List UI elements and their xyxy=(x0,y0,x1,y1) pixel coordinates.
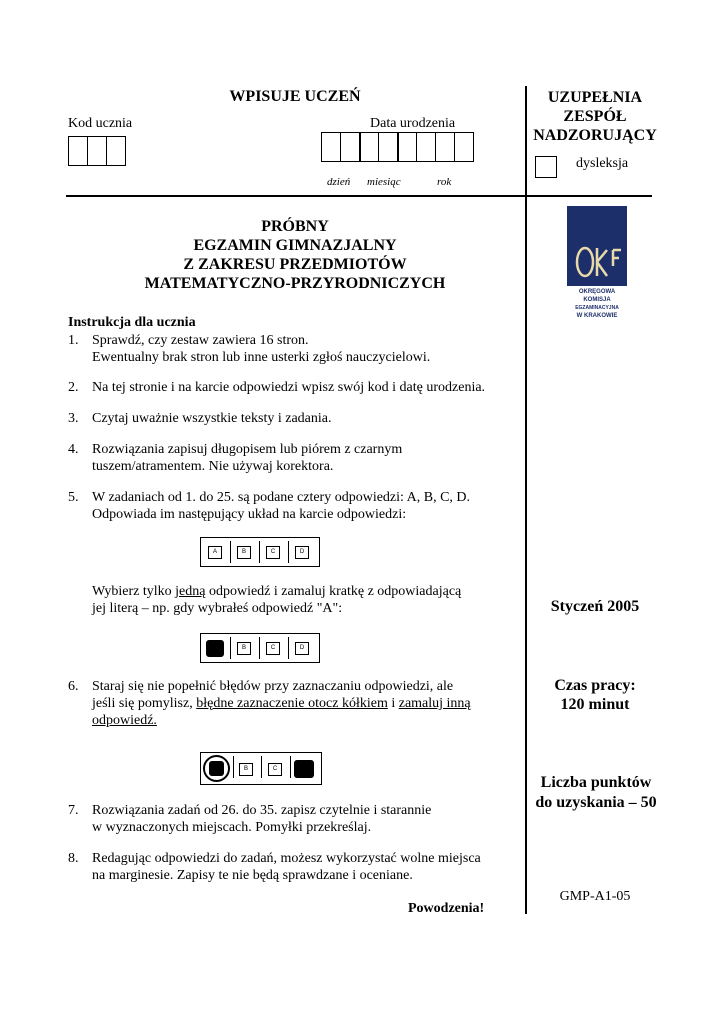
supervisor-title-line3: NADZORUJĄCY xyxy=(533,127,657,144)
exam-title-line4: MATEMATYCZNO-PRZYRODNICZYCH xyxy=(144,275,446,292)
logo-line-4: W KRAKOWIE xyxy=(576,313,618,319)
points-label: Liczba punktów xyxy=(540,774,652,791)
oke-logo xyxy=(567,206,627,320)
exam-code: GMP-A1-05 xyxy=(559,889,631,904)
day-label: dzień xyxy=(327,176,351,188)
logo-line-2: KOMISJA xyxy=(583,297,611,303)
answer-box-b: B xyxy=(237,642,251,655)
supervisor-title-line1: UZUPEŁNIA xyxy=(547,89,643,106)
answer-box-d: D xyxy=(295,642,309,655)
month-label: miesiąc xyxy=(367,176,401,188)
choose-one-text-line2: jej literą – np. gdy wybrałeś odpowiedź "A": xyxy=(92,601,343,616)
month-cell[interactable] xyxy=(359,132,379,162)
month-cell[interactable] xyxy=(378,132,398,162)
code-cell[interactable] xyxy=(87,136,107,166)
dyslexia-label: dysleksja xyxy=(576,156,629,171)
answer-example-blank xyxy=(200,537,320,567)
year-cell[interactable] xyxy=(397,132,417,162)
work-time-label: Czas pracy: xyxy=(554,677,636,694)
points-value: do uzyskania – 50 xyxy=(535,794,657,811)
answer-box-c: C xyxy=(266,546,280,559)
answer-box-d-filled xyxy=(294,760,314,778)
good-luck-text: Powodzenia! xyxy=(408,901,485,916)
code-cell[interactable] xyxy=(68,136,88,166)
birth-date-cells[interactable] xyxy=(321,132,474,162)
year-cell[interactable] xyxy=(416,132,436,162)
exam-title-line3: Z ZAKRESU PRZEDMIOTÓW xyxy=(183,256,407,273)
year-cell[interactable] xyxy=(454,132,474,162)
dyslexia-checkbox[interactable] xyxy=(535,156,557,178)
year-cell[interactable] xyxy=(435,132,455,162)
birth-date-label: Data urodzenia xyxy=(370,116,456,131)
answer-example-filled xyxy=(200,633,320,663)
answer-box-c: C xyxy=(268,763,282,776)
student-section-title: WPISUJE UCZEŃ xyxy=(229,88,361,105)
day-cell[interactable] xyxy=(340,132,360,162)
answer-box-a-filled xyxy=(206,640,224,657)
exam-title-line2: EGZAMIN GIMNAZJALNY xyxy=(193,237,397,254)
logo-line-1: OKRĘGOWA xyxy=(578,289,616,295)
instructions-heading: Instrukcja dla ucznia xyxy=(68,315,196,330)
work-time-value: 120 minut xyxy=(560,696,630,713)
answer-example-corrected xyxy=(200,752,322,785)
exam-date: Styczeń 2005 xyxy=(550,598,640,615)
student-code-label: Kod ucznia xyxy=(68,116,133,131)
horizontal-divider xyxy=(66,195,652,197)
exam-title-line1: PRÓBNY xyxy=(261,218,329,235)
logo-line-3: EGZAMINACYJNA xyxy=(575,305,619,311)
answer-box-b: B xyxy=(237,546,251,559)
answer-box-d: D xyxy=(295,546,309,559)
code-cell[interactable] xyxy=(106,136,126,166)
year-label: rok xyxy=(437,176,452,188)
choose-one-text: Wybierz tylko jedną odpowiedź i zamaluj kratkę z odpowiadającą xyxy=(92,584,462,599)
circled-wrong-answer xyxy=(203,755,230,782)
supervisor-title-line2: ZESPÓŁ xyxy=(563,108,627,125)
answer-box-c: C xyxy=(266,642,280,655)
oke-logo-mark-icon xyxy=(567,206,627,284)
student-code-cells[interactable] xyxy=(68,136,126,166)
day-cell[interactable] xyxy=(321,132,341,162)
answer-box-a: A xyxy=(208,546,222,559)
answer-box-b: B xyxy=(239,763,253,776)
